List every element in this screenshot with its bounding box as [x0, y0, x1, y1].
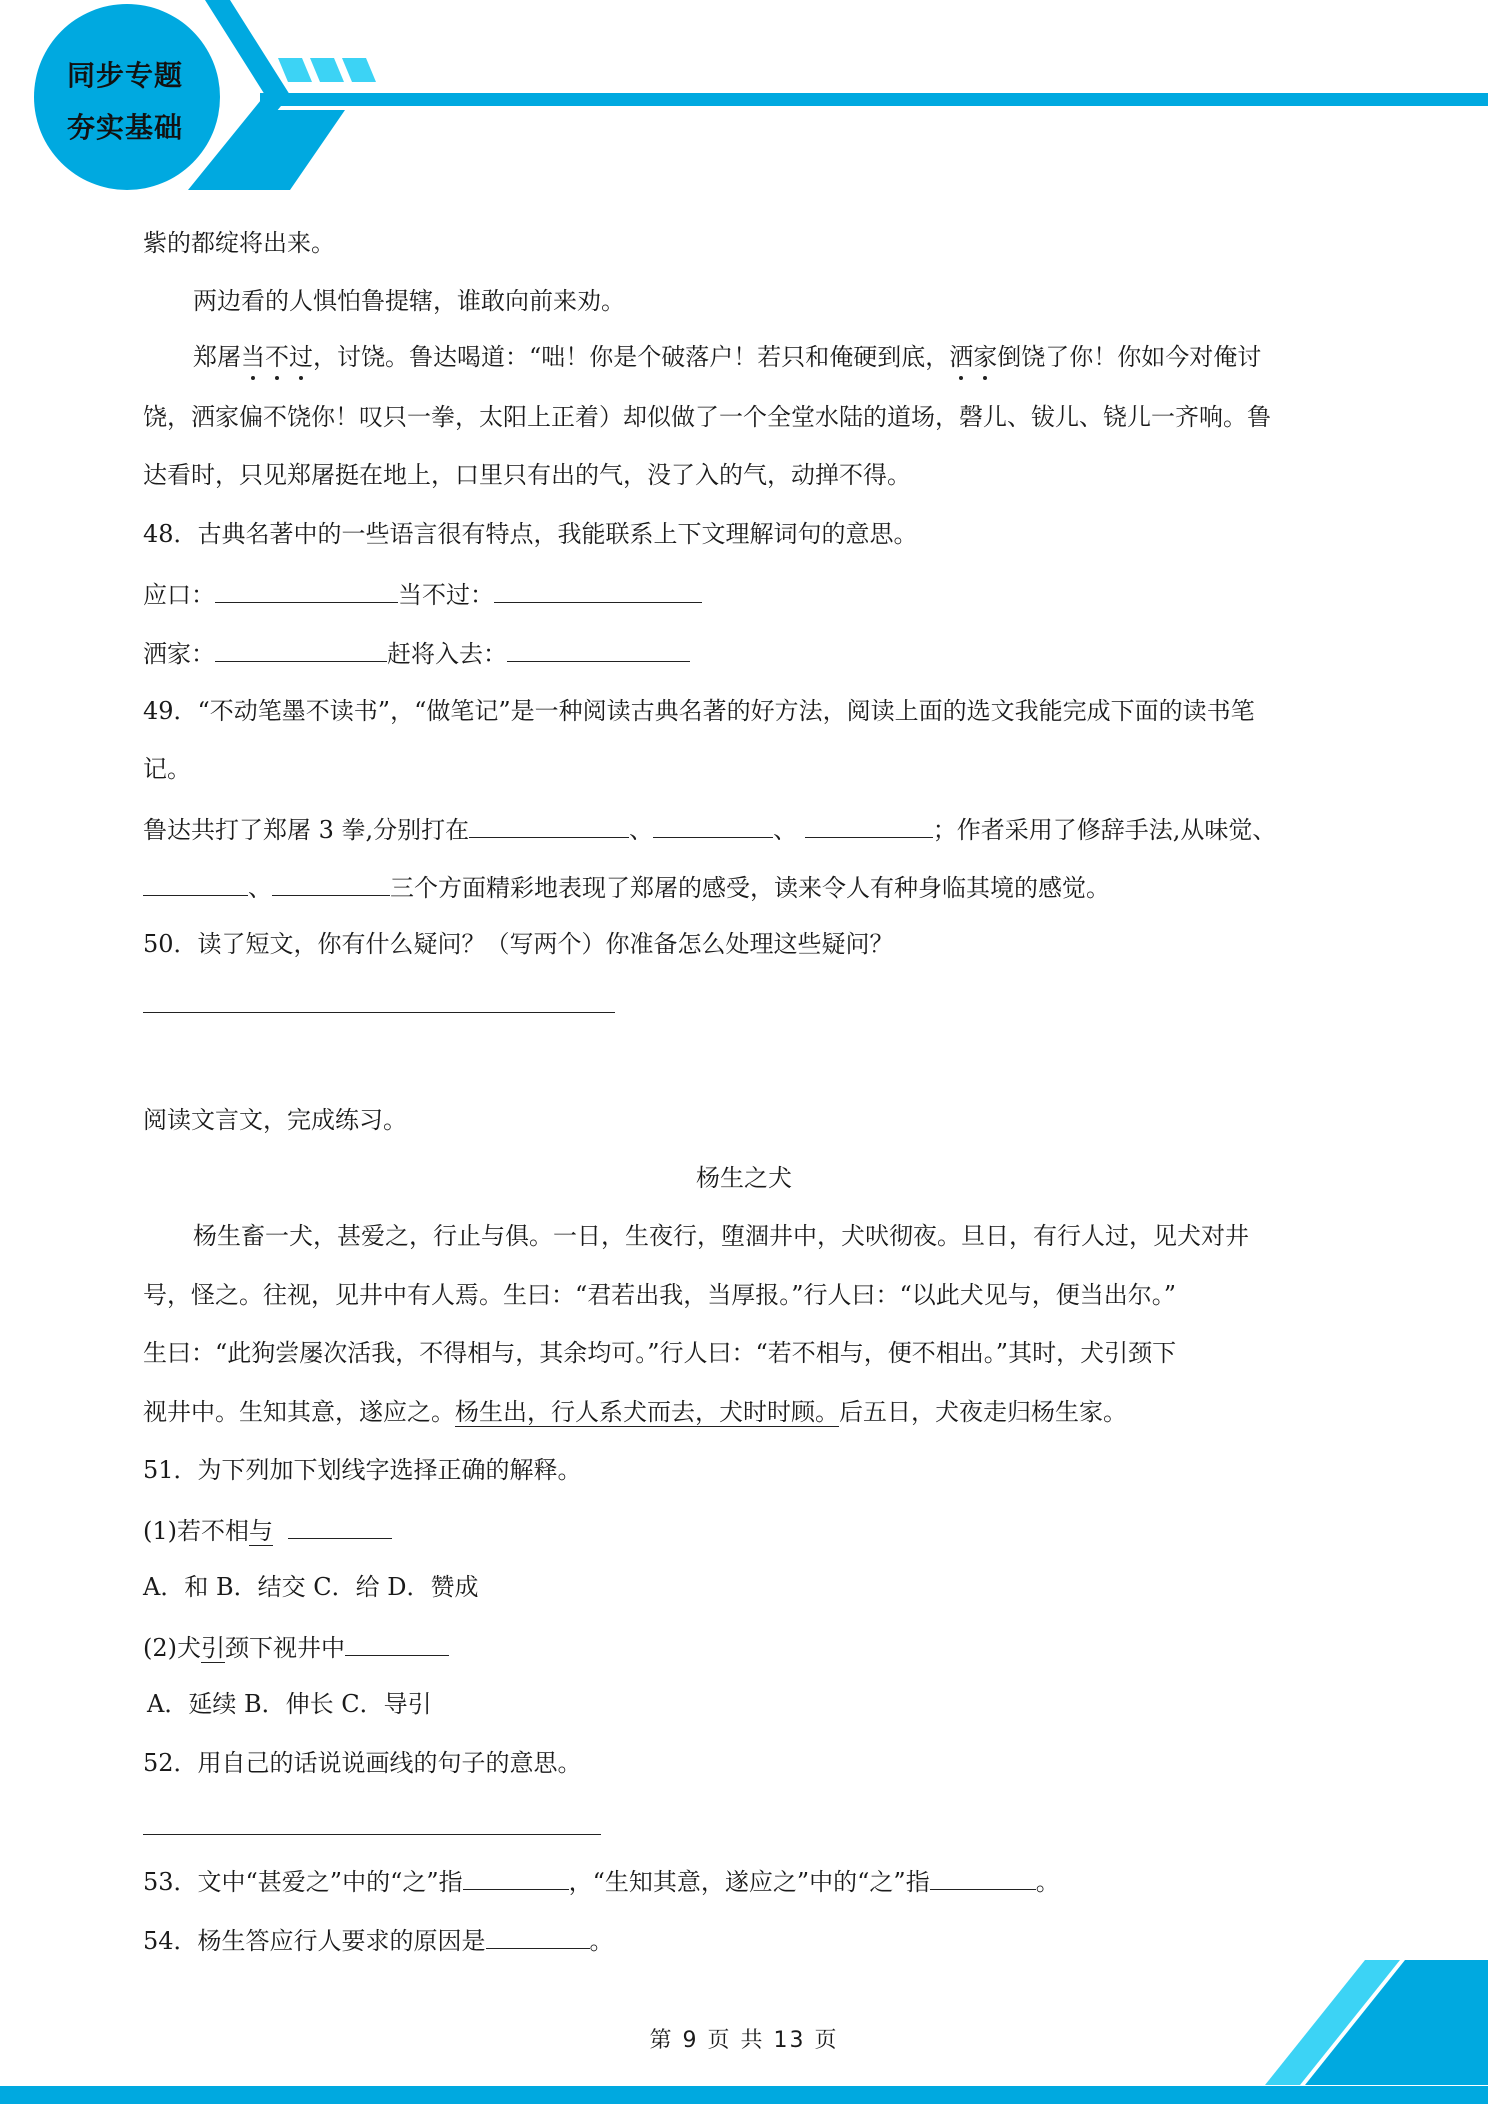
- question-48-row2: 洒家： 赶将入去：: [143, 635, 690, 671]
- question-49-row1: 鲁达共打了郑屠 3 拳,分别打在 、 、 ；作者采用了修辞手法,从味觉、: [143, 811, 1276, 847]
- passage-line: 紫的都绽将出来。: [143, 229, 335, 257]
- passage-line: 达看时，只见郑屠挺在地上，口里只有出的气，没了入的气，动掸不得。: [143, 461, 911, 489]
- question-51-options1: A．和 B．结交 C．给 D．赞成: [143, 1573, 479, 1601]
- emphasis-char: 当: [241, 343, 265, 371]
- answer-line[interactable]: [143, 1834, 601, 1835]
- underlined-char: 引: [201, 1634, 225, 1662]
- emphasis-char: 不: [265, 343, 289, 371]
- answer-blank[interactable]: [805, 811, 933, 838]
- answer-blank[interactable]: [215, 635, 387, 662]
- passage-title: 杨生之犬: [696, 1164, 792, 1192]
- section-intro: 阅读文言文，完成练习。: [143, 1106, 407, 1134]
- question-48-row1: 应口： 当不过：: [143, 576, 702, 612]
- emphasis-char: 家: [973, 343, 998, 371]
- question-49-stem: 49．“不动笔墨不读书”，“做笔记”是一种阅读古典名著的好方法，阅读上面的选文我能完成下面的读书笔: [143, 697, 1255, 725]
- underlined-sentence: 杨生出，行人系犬而去，犬时时顾。: [455, 1398, 839, 1426]
- passage-line: 郑屠当不过，讨饶。鲁达喝道：“咄！你是个破落户！若只和俺硬到底，洒家倒饶了你！你如今对俺讨: [193, 343, 1262, 371]
- passage-line: 饶，洒家偏不饶你！叹只一拳，太阳上正着）却似做了一个全堂水陆的道场，磬儿、钹儿、铙儿一齐响。鲁: [143, 403, 1271, 431]
- answer-blank[interactable]: [507, 635, 690, 662]
- answer-blank[interactable]: [930, 1863, 1036, 1890]
- answer-blank[interactable]: [288, 1512, 392, 1539]
- passage-line: 杨生畜一犬，甚爱之，行止与俱。一日，生夜行，堕涸井中，犬吠彻夜。旦日，有行人过，见犬对井: [193, 1222, 1249, 1250]
- passage-line: 号，怪之。往视，见井中有人焉。生曰：“君若出我，当厚报。”行人曰：“以此犬见与，便当出尔。”: [143, 1281, 1177, 1309]
- question-50-stem: 50．读了短文，你有什么疑问？（写两个）你准备怎么处理这些疑问？: [143, 930, 894, 958]
- emphasis-char: 过: [289, 343, 313, 371]
- header-badge-line1: 同步专题: [66, 59, 183, 92]
- page-number: 第 9 页 共 13 页: [649, 2028, 839, 2053]
- passage-line: 生曰：“此狗尝屡次活我，不得相与，其余均可。”行人曰：“若不相与，便不相出。”其时，犬引颈下: [143, 1339, 1177, 1367]
- answer-blank[interactable]: [143, 869, 248, 896]
- header-badge-line2: 夯实基础: [66, 111, 183, 144]
- underlined-char: 与: [249, 1517, 273, 1545]
- question-51-sub1: (1)若不相与: [143, 1512, 392, 1548]
- answer-blank[interactable]: [272, 869, 390, 896]
- answer-blank[interactable]: [469, 811, 629, 838]
- header-banner: [0, 0, 1488, 200]
- answer-line[interactable]: [143, 1012, 615, 1013]
- answer-blank[interactable]: [494, 576, 702, 603]
- question-52-stem: 52．用自己的话说说画线的句子的意思。: [143, 1749, 582, 1777]
- question-53: 53．文中“甚爱之”中的“之”指 ，“生知其意，遂应之”中的“之”指 。: [143, 1863, 1060, 1899]
- question-49-stem-cont: 记。: [143, 755, 191, 783]
- question-51-stem: 51．为下列加下划线字选择正确的解释。: [143, 1456, 582, 1484]
- answer-blank[interactable]: [215, 576, 398, 603]
- question-48-stem: 48．古典名著中的一些语言很有特点，我能联系上下文理解词句的意思。: [143, 520, 918, 548]
- question-51-options2: A．延续 B．伸长 C．导引: [147, 1690, 432, 1718]
- passage-line: 视井中。生知其意，遂应之。杨生出，行人系犬而去，犬时时顾。后五日，犬夜走归杨生家。: [143, 1398, 1127, 1426]
- answer-blank[interactable]: [463, 1863, 569, 1890]
- question-51-sub2: (2)犬引颈下视井中: [143, 1629, 449, 1665]
- question-54: 54．杨生答应行人要求的原因是 。: [143, 1922, 614, 1958]
- question-49-row2: 、 三个方面精彩地表现了郑屠的感受，读来令人有种身临其境的感觉。: [143, 869, 1110, 905]
- passage-line: 两边看的人惧怕鲁提辖，谁敢向前来劝。: [193, 287, 625, 315]
- answer-blank[interactable]: [653, 811, 773, 838]
- answer-blank[interactable]: [486, 1922, 590, 1949]
- answer-blank[interactable]: [345, 1629, 449, 1656]
- emphasis-char: 洒: [949, 343, 974, 371]
